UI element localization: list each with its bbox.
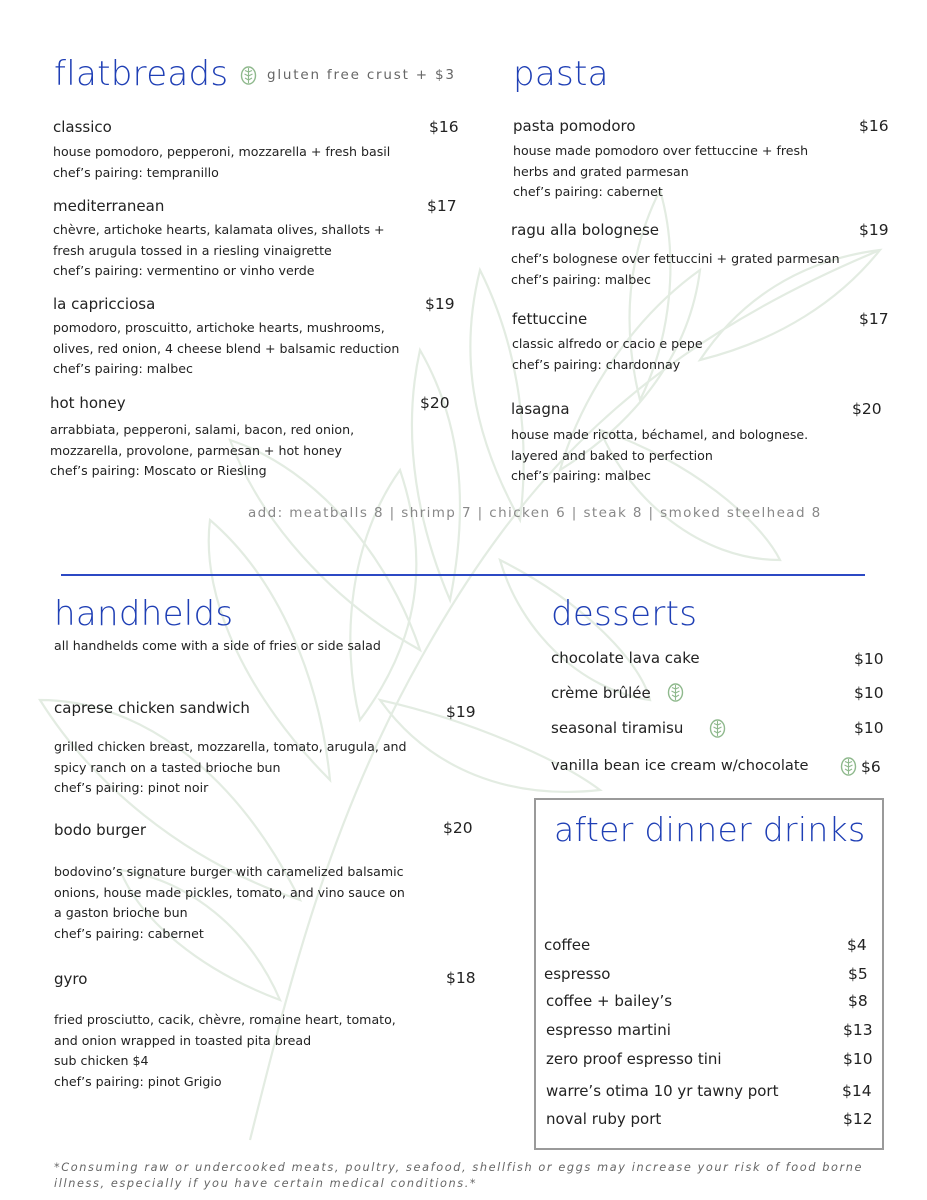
handhelds-subtitle: all handhelds come with a side of fries or side salad <box>54 638 381 653</box>
menu-item-price: $19 <box>425 295 455 313</box>
menu-item-name: gyro <box>54 970 88 988</box>
drink-name: warre’s otima 10 yr tawny port <box>546 1082 779 1100</box>
menu-item-price: $19 <box>446 703 476 721</box>
desc-line: classic alfredo or cacio e pepe <box>512 336 703 351</box>
desc-line: chef’s bolognese over fettuccini + grated parmesan <box>511 251 840 266</box>
pairing-line: chef’s pairing: chardonnay <box>512 356 681 372</box>
desc-line: mozzarella, provolone, parmesan + hot honey <box>50 442 342 458</box>
drink-price: $13 <box>843 1021 873 1039</box>
menu-item-desc <box>53 142 390 183</box>
menu-item-price: $17 <box>859 310 889 328</box>
menu-item-name: mediterranean <box>53 197 165 215</box>
gluten-free-leaf-icon <box>240 66 257 85</box>
menu-item-name: hot honey <box>50 394 126 412</box>
menu-item-price: $18 <box>446 969 476 987</box>
pairing-line: chef’s pairing: malbec <box>53 361 193 376</box>
menu-item-price: $20 <box>852 400 882 418</box>
menu-item-name: lasagna <box>511 400 570 418</box>
desc-line: grilled chicken breast, mozzarella, tomato, arugula, and <box>54 739 407 754</box>
menu-item-name: bodo burger <box>54 821 147 839</box>
pairing-line: chef’s pairing: malbec <box>511 468 651 483</box>
desc-line: sub chicken $4 <box>54 1053 149 1068</box>
desc-line: arrabbiata, pepperoni, salami, bacon, red onion, <box>50 422 355 437</box>
menu-item-desc <box>54 862 405 944</box>
pairing-line: chef’s pairing: malbec <box>511 271 651 287</box>
gluten-free-leaf-icon <box>840 757 857 776</box>
menu-item-desc <box>54 1010 396 1092</box>
desc-line: a gaston brioche bun <box>54 905 188 920</box>
menu-item-desc <box>53 318 399 380</box>
desc-line: house pomodoro, pepperoni, mozzarella + fresh basil <box>53 144 391 159</box>
menu-item-price: $16 <box>429 118 459 136</box>
desc-line: house made ricotta, béchamel, and bolognese. <box>511 427 809 442</box>
menu-item-desc <box>53 220 385 282</box>
menu-item-price: $10 <box>854 650 884 668</box>
desc-line: olives, red onion, 4 cheese blend + balsamic reduction <box>53 340 400 356</box>
drink-name: zero proof espresso tini <box>546 1050 722 1068</box>
desc-line: fresh arugula tossed in a riesling vinaigrette <box>53 242 332 258</box>
pasta-addons-note: add: meatballs 8 | shrimp 7 | chicken 6 | steak 8 | smoked steelhead 8 <box>248 505 822 521</box>
menu-item-name: seasonal tiramisu <box>551 719 684 737</box>
gluten-free-leaf-icon <box>709 719 726 738</box>
gluten-free-leaf-icon <box>667 683 684 702</box>
menu-item-price: $19 <box>859 221 889 239</box>
drink-name: noval ruby port <box>546 1110 662 1128</box>
menu-item-name: la capricciosa <box>53 295 156 313</box>
desc-line: herbs and grated parmesan <box>513 163 689 179</box>
menu-item-name: ragu alla bolognese <box>511 221 659 239</box>
pairing-line: chef’s pairing: cabernet <box>513 184 663 199</box>
drink-price: $5 <box>848 965 868 983</box>
desc-line: onions, house made pickles, tomato, and vino sauce on <box>54 884 405 900</box>
drink-price: $10 <box>843 1050 873 1068</box>
section-divider <box>61 574 865 576</box>
pairing-line: chef’s pairing: Moscato or Riesling <box>50 463 267 478</box>
gluten-free-crust-note: gluten free crust + $3 <box>267 67 456 83</box>
menu-item-name: vanilla bean ice cream w/chocolate <box>551 757 809 774</box>
desc-line: pomodoro, proscuitto, artichoke hearts, mushrooms, <box>53 320 385 335</box>
menu-item-price: $6 <box>861 758 881 776</box>
menu-item-name: pasta pomodoro <box>513 117 636 135</box>
drink-price: $12 <box>843 1110 873 1128</box>
desserts-heading: desserts <box>551 594 698 634</box>
desc-line: fried prosciutto, cacik, chèvre, romaine heart, tomato, <box>54 1012 396 1027</box>
flatbreads-heading: flatbreads <box>54 54 229 94</box>
drink-price: $14 <box>842 1082 872 1100</box>
pairing-line: chef’s pairing: pinot Grigio <box>54 1073 222 1089</box>
handhelds-heading: handhelds <box>54 594 234 634</box>
menu-item-desc <box>511 249 840 290</box>
pairing-line: chef’s pairing: tempranillo <box>53 164 219 180</box>
desc-line: bodovino’s signature burger with caramelized balsamic <box>54 864 404 879</box>
desc-line: house made pomodoro over fettuccine + fresh <box>513 143 809 158</box>
menu-item-name: crème brûlée <box>551 684 651 702</box>
drink-price: $4 <box>847 936 867 954</box>
menu-item-price: $16 <box>859 117 889 135</box>
pairing-line: chef’s pairing: pinot noir <box>54 780 209 795</box>
menu-item-price: $20 <box>420 394 450 412</box>
drink-name: espresso martini <box>546 1021 671 1039</box>
menu-item-desc <box>511 425 808 487</box>
drink-name: coffee <box>544 936 591 954</box>
menu-item-desc <box>54 737 407 799</box>
drink-price: $8 <box>848 992 868 1010</box>
pasta-heading: pasta <box>513 54 609 94</box>
menu-item-name: classico <box>53 118 112 136</box>
desc-line: spicy ranch on a tasted brioche bun <box>54 759 281 775</box>
menu-item-desc <box>513 141 808 203</box>
menu-item-price: $20 <box>443 819 473 837</box>
desc-line: and onion wrapped in toasted pita bread <box>54 1032 312 1048</box>
menu-item-desc <box>50 420 354 482</box>
menu-item-price: $10 <box>854 684 884 702</box>
pairing-line: chef’s pairing: vermentino or vinho verde <box>53 263 315 278</box>
drink-name: coffee + bailey’s <box>546 992 673 1010</box>
after-dinner-drinks-heading: after dinner drinks <box>554 810 866 849</box>
desc-line: chèvre, artichoke hearts, kalamata olives, shallots + <box>53 222 385 237</box>
menu-item-name: fettuccine <box>512 310 588 328</box>
food-safety-disclaimer: *Consuming raw or undercooked meats, poultry, seafood, shellfish or eggs may increase your risk of food borne illness, especially if you have certain medical conditions.* <box>54 1161 864 1190</box>
drink-name: espresso <box>544 965 611 983</box>
desc-line: layered and baked to perfection <box>511 447 713 463</box>
menu-item-price: $10 <box>854 719 884 737</box>
pairing-line: chef’s pairing: cabernet <box>54 925 204 941</box>
menu-item-desc <box>512 334 703 375</box>
menu-item-name: chocolate lava cake <box>551 649 700 667</box>
menu-item-price: $17 <box>427 197 457 215</box>
menu-item-name: caprese chicken sandwich <box>54 699 250 717</box>
